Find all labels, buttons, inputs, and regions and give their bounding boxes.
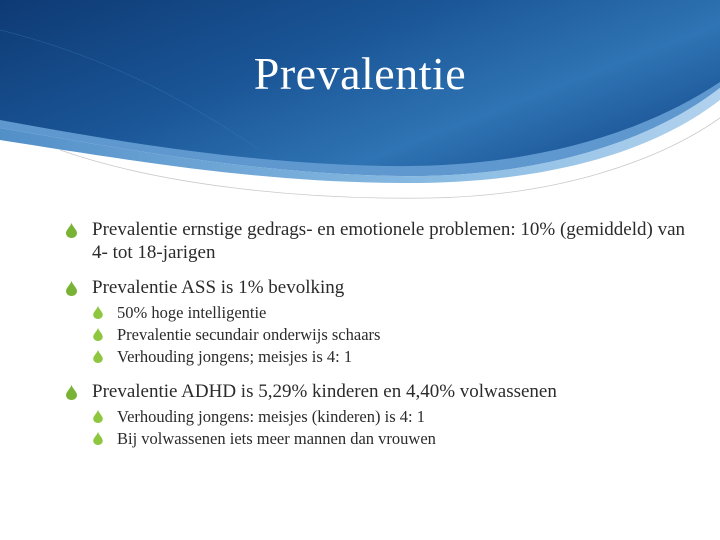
sub-bullet-item: [93, 302, 686, 324]
sub-bullet-text: Verhouding jongens; meisjes is 4: 1: [117, 347, 353, 366]
sub-bullet-list: [66, 406, 686, 450]
sub-bullet-item: [93, 428, 686, 450]
bullet-item: [66, 276, 686, 299]
sub-bullet-text: 50% hoge intelligentie: [117, 303, 267, 322]
bullet-item: [66, 218, 686, 264]
drop-bullet-icon: [93, 306, 103, 319]
sub-bullet-text: Prevalentie secundair onderwijs schaars: [117, 325, 381, 344]
bullet-text: Prevalentie ASS is 1% bevolking: [92, 277, 345, 298]
slide-title: Prevalentie: [253, 48, 467, 99]
bullet-text: Prevalentie ernstige gedrags- en emotionele problemen: 10% (gemiddeld) van 4- tot 18-jarigen: [92, 219, 686, 263]
sub-bullet-item: [93, 406, 686, 428]
bullet-item: [66, 380, 686, 403]
drop-bullet-icon: [93, 432, 103, 445]
sub-bullet-item: [93, 324, 686, 346]
sub-bullet-item: [93, 346, 686, 368]
drop-bullet-icon: [66, 223, 77, 238]
drop-bullet-icon: [93, 410, 103, 423]
bullet-text: Prevalentie ADHD is 5,29% kinderen en 4,40% volwassenen: [92, 381, 557, 402]
sub-bullet-list: [66, 302, 686, 368]
bullet-list: [66, 218, 686, 462]
drop-bullet-icon: [93, 350, 103, 363]
drop-bullet-icon: [66, 385, 77, 400]
drop-bullet-icon: [66, 281, 77, 296]
drop-bullet-icon: [93, 328, 103, 341]
sub-bullet-text: Verhouding jongens: meisjes (kinderen) is 4: 1: [117, 407, 425, 426]
sub-bullet-text: Bij volwassenen iets meer mannen dan vrouwen: [117, 429, 436, 448]
